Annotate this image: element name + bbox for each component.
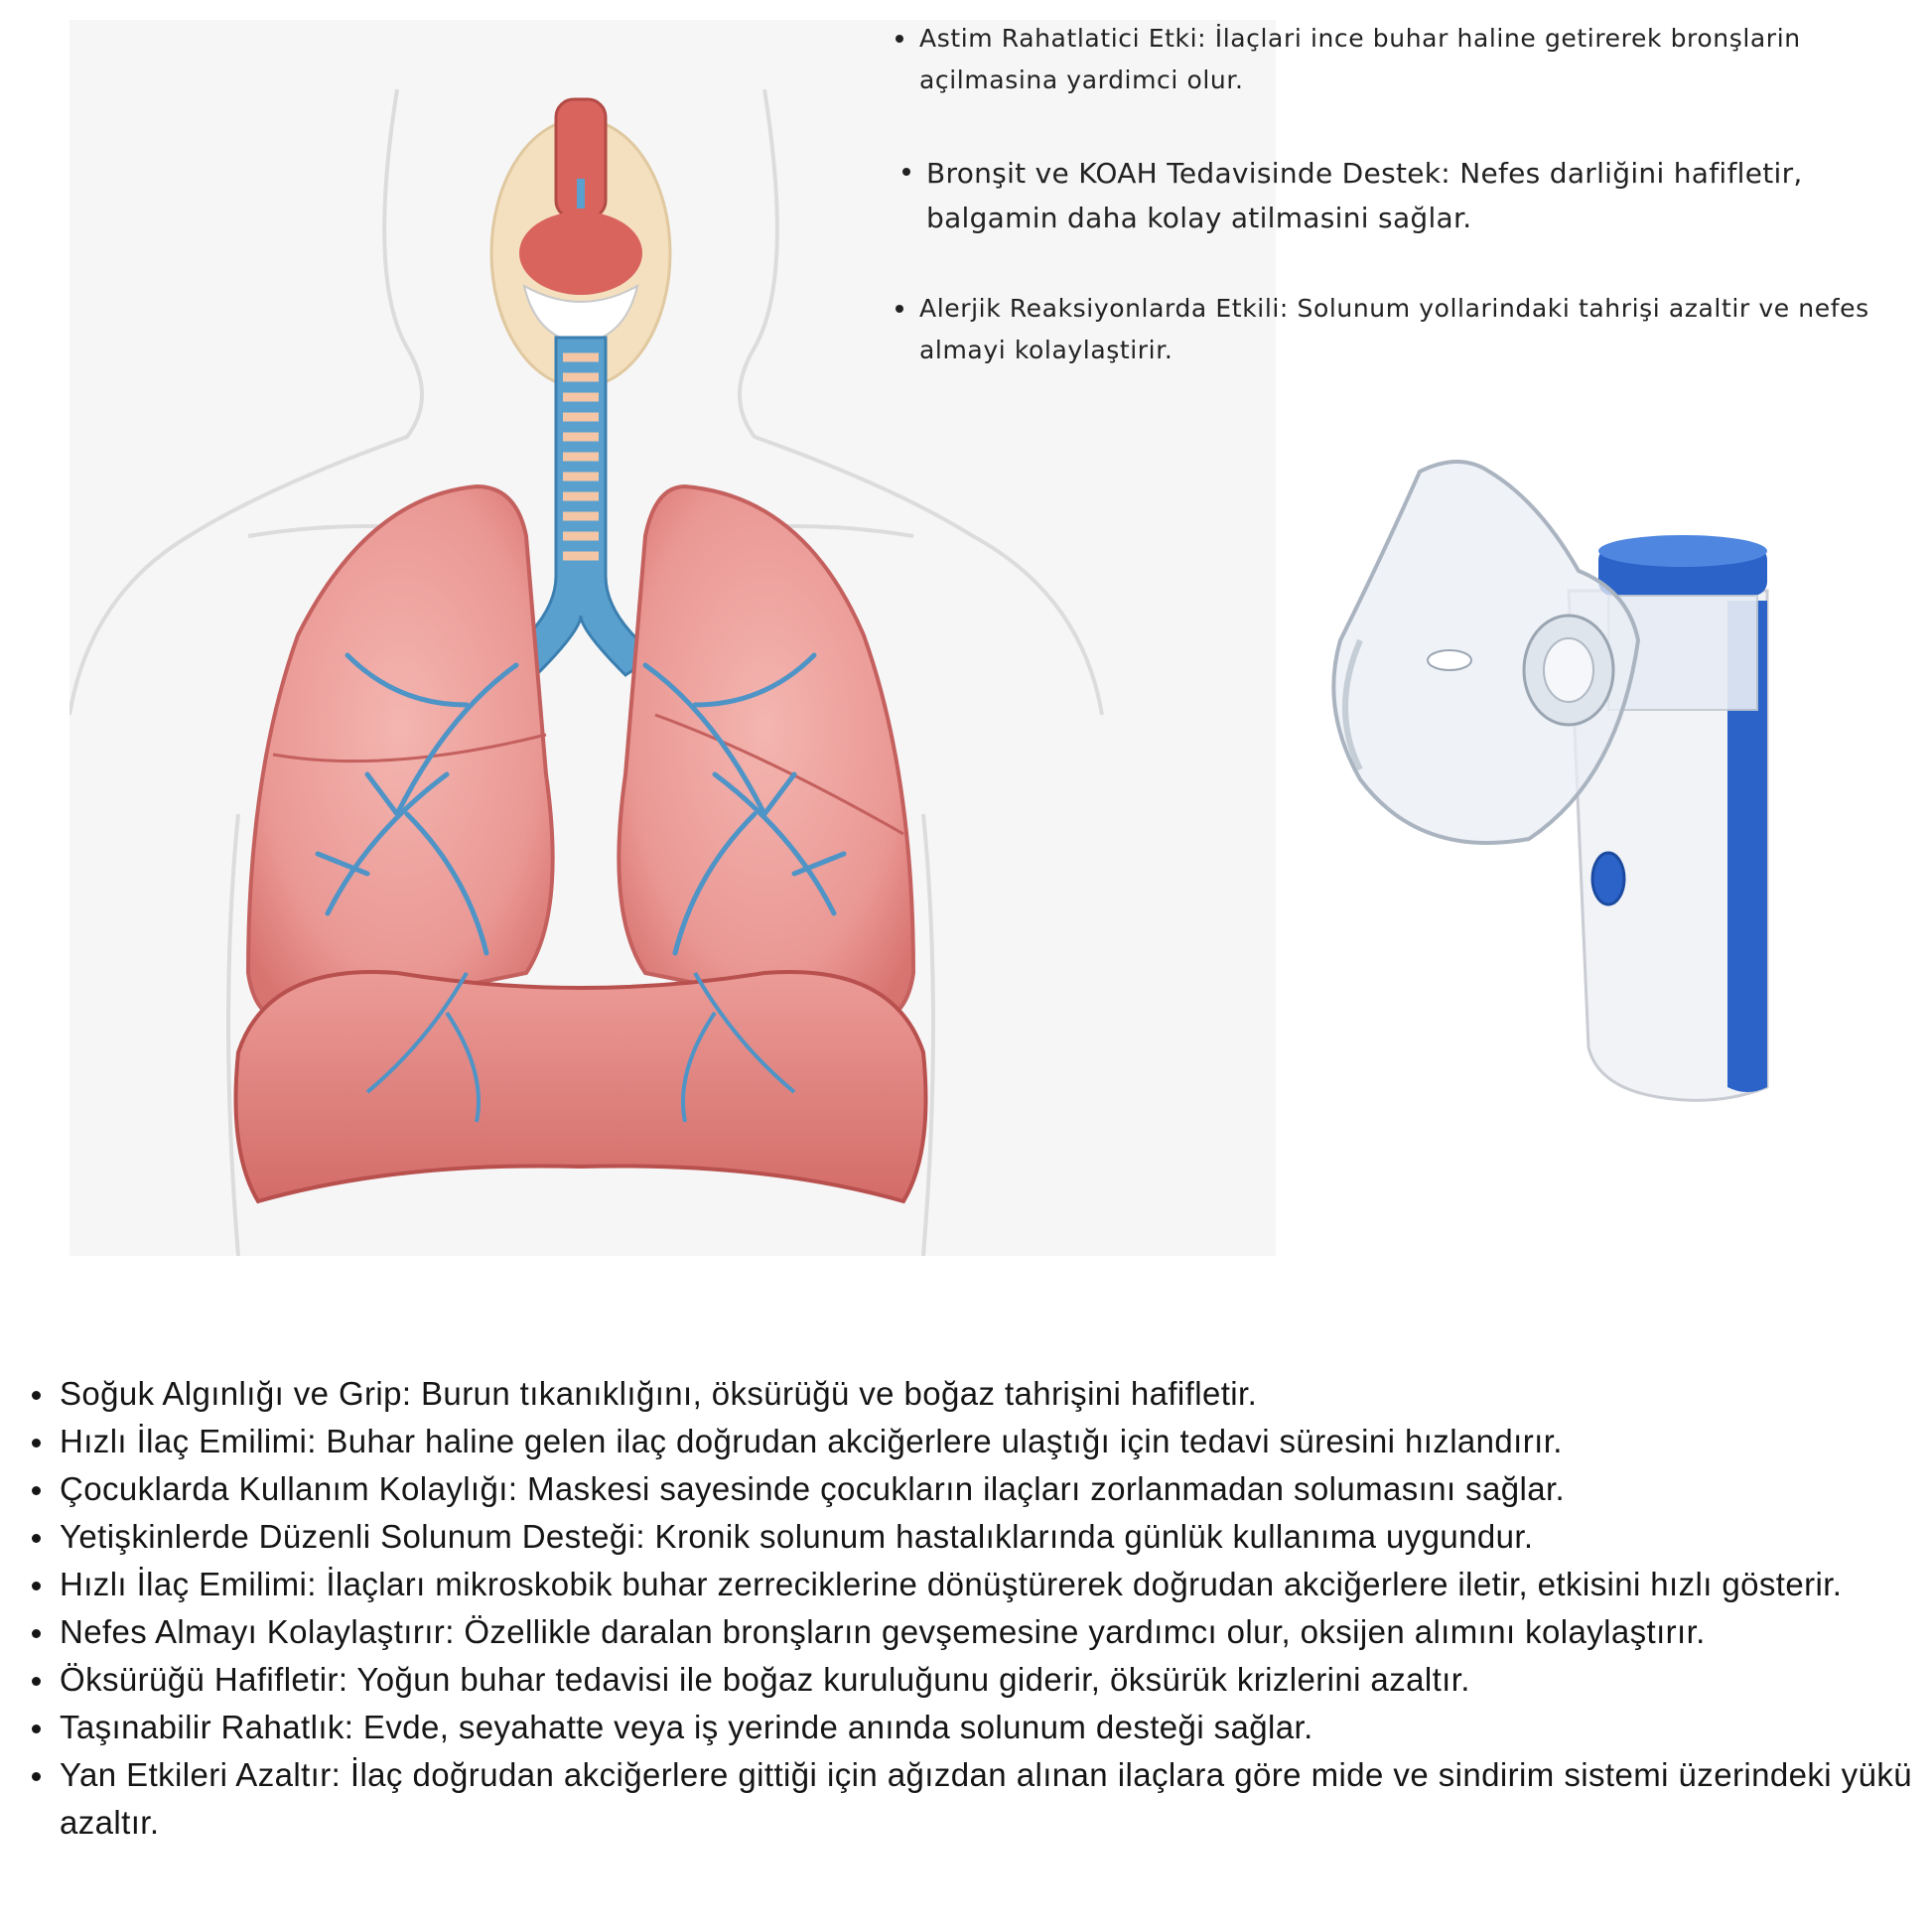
left-lung <box>248 486 553 1022</box>
list-item: Astim Rahatlatici Etki: İlaçlari ince buhar haline getirerek bronşlarin açilmasina yardimci olur. <box>894 18 1921 101</box>
list-item: Çocuklarda Kullanım Kolaylığı: Maskesi sayesinde çocukların ilaçları zorlanmadan solumasını sağlar. <box>30 1465 1912 1513</box>
list-item: Soğuk Algınlığı ve Grip: Burun tıkanıklığını, öksürüğü ve boğaz tahrişini hafifletir. <box>30 1370 1912 1418</box>
list-item: Alerjik Reaksiyonlarda Etkili: Solunum yollarindaki tahrişi azaltir ve nefes almayi kolaylaştirir. <box>894 288 1921 371</box>
power-button <box>1592 853 1624 904</box>
right-lung <box>619 486 913 1022</box>
benefits-list-top <box>894 18 1921 371</box>
diaphragm <box>236 972 926 1201</box>
list-item: Yan Etkileri Azaltır: İlaç doğrudan akciğerlere gittiği için ağızdan alınan ilaçlara göre mide ve sindirim sistemi üzerindeki yükü azaltır. <box>30 1751 1912 1847</box>
list-item: Yetişkinlerde Düzenli Solunum Desteği: Kronik solunum hastalıklarında günlük kullanıma uygundur. <box>30 1513 1912 1561</box>
mask-vent-hole <box>1428 650 1471 670</box>
list-item: Hızlı İlaç Emilimi: Buhar haline gelen ilaç doğrudan akciğerlere ulaştığı için tedavi süresini hızlandırır. <box>30 1418 1912 1465</box>
benefits-list-bottom <box>30 1370 1912 1847</box>
nebulizer-device-image <box>1301 452 1777 1112</box>
list-item: Taşınabilir Rahatlık: Evde, seyahatte veya iş yerinde anında solunum desteği sağlar. <box>30 1704 1912 1751</box>
list-item: Öksürüğü Hafifletir: Yoğun buhar tedavisi ile boğaz kuruluğunu giderir, öksürük krizlerini azaltır. <box>30 1656 1912 1704</box>
list-item: Hızlı İlaç Emilimi: İlaçları mikroskobik buhar zerreciklerine dönüştürerek doğrudan akciğerlere iletir, etkisini hızlı gösterir. <box>30 1561 1912 1608</box>
list-item: Bronşit ve KOAH Tedavisinde Destek: Nefes darliğini hafifletir, balgamin daha kolay atilmasini sağlar. <box>900 151 1921 240</box>
list-item: Nefes Almayı Kolaylaştırır: Özellikle daralan bronşların gevşemesine yardımcı olur, oksijen alımını kolaylaştırır. <box>30 1608 1912 1656</box>
